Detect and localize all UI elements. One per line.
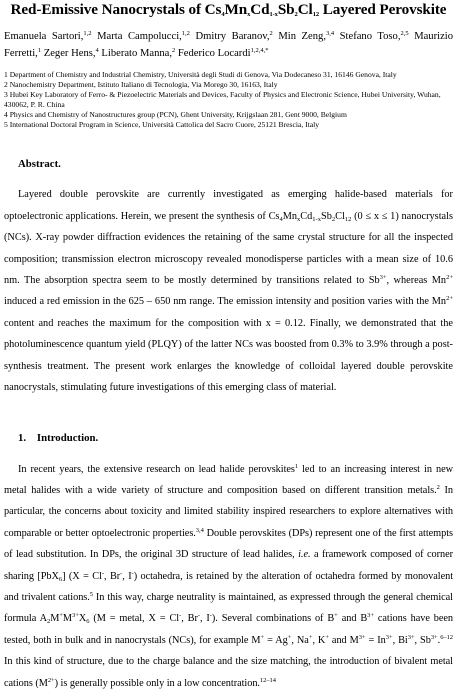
affiliation: 5 International Doctoral Program in Science, Università Cattolica del Sacro Cuore, 25121 Brescia, Italy bbox=[4, 119, 320, 129]
affiliation-list bbox=[4, 70, 453, 129]
paper-title: Red-Emissive Nanocrystals of $Cs_4Mn_xCd_{1-x}Sb_2Cl_{12}$ Layered Perovskite bbox=[10, 1, 447, 18]
author: Marta Campolucci,$^{1,2}$ bbox=[91, 30, 190, 42]
affiliation: 2 Nanochemistry Department, Istituto Italiano di Tecnologia, Via Morego 30, 16163, Italy bbox=[4, 79, 278, 89]
abstract-heading: Abstract. bbox=[18, 158, 61, 171]
author: Dmitry Baranov,$^2$ bbox=[189, 30, 273, 42]
author: Liberato Manna,$^2$ bbox=[98, 47, 176, 59]
author: Federico Locardi$^{1,2,4,*}$ bbox=[175, 47, 269, 59]
author: Emanuela Sartori,$^{1,2}$ bbox=[4, 30, 92, 42]
affiliation: 4 Physics and Chemistry of Nanostructures group (PCN), Ghent University, Krijgslaan 281, Gent 9000, Belgium bbox=[4, 109, 347, 119]
introduction-text: In recent years, the extensive research on lead halide perovskites$^1$ led to an increasing interest in new metal halides with a wide variety of structure and composition based on different transition metals.$^2$ In particular, the concerns about toxicity and limited stability inspired researchers to explore alternatives with comparable or better optoelectronic properties.$^{3,4}$ Double perovskites (DPs) represent one of the first attempts of lead substitution. In DPs, the original 3D structure of lead halides, i.e. a framework composed of corner sharing [PbX$_6$] (X = Cl-, Br-, I-) octahedra, is retained by the alteration of octahedra formed by monovalent and trivalent cations.$^5$ In this way, charge neutrality is maintained, as expressed through the general chemical formula $A_2M^+M^{3+}X_6$ (M = metal, X = Cl-, Br-, I-). Several combinations of B+ and $B^{3+}$ cations have been tested, both in bulk and in nanocrystals (NCs), for example M+ = Ag+, Na+, K+ and $M^{3+} = In^{3+}$, $Bi^{3+}$, $Sb^{3+}.^{6-12}$ In this kind of structure, due to the charge balance and the size matching, the introduction of bivalent metal cations $(M^{2+})$ is generally possible only in a low concentration.$^{12-14}$ bbox=[4, 462, 454, 689]
author: Min Zeng,$^{3,4}$ bbox=[272, 30, 335, 42]
author: Stefano Toso,$^{2,5}$ bbox=[334, 30, 409, 42]
author: Zeger Hens,$^4$ bbox=[41, 47, 99, 59]
abstract-text: Layered double perovskite are currently investigated as emerging halide-based materials for optoelectronic applications. Herein, we present the synthesis of $Cs_4Mn_xCd_{1-x}Sb_2Cl_{12}$ (0 ≤ x ≤ 1) nanocrystals (NCs). X-ray powder diffraction evidences the retaining of the same crystal structure for all the inspected composition; transmission electron microscopy revealed monodisperse particles with a mean size of 10.6 nm. The absorption spectra seem to be mostly determined by transitions related to $Sb^{3+}$, whereas $Mn^{2+}$ induced a red emission in the 625 – 650 nm range. The emission intensity and position varies with the $Mn^{2+}$ content and reaches the maximum for the composition with x = 0.12. Finally, we demonstrated that the photoluminescence quantum yield (PLQY) of the latter NCs was boosted from 0.3% to 3.9% through a post-synthesis treatment. The present work enlarges the knowledge of colloidal layered double perovskite nanocrystals, stimulating future investigations of this emerging class of material. bbox=[4, 189, 453, 394]
affiliation: 3 Hubei Key Laboratory of Ferro- & Piezoelectric Materials and Devices, Faculty of Physics and Electronic Science, Hubei University, Wuhan, 430062, P. R. China bbox=[4, 89, 441, 109]
author-list bbox=[4, 28, 453, 62]
affiliation: 1 Department of Chemistry and Industrial Chemistry, Università degli Studi di Genova, Via Dodecaneso 31, 16146 Genova, Italy bbox=[4, 70, 397, 79]
introduction-heading: 1. Introduction. bbox=[18, 431, 99, 444]
author: Maurizio Ferretti,$^1$ bbox=[4, 31, 454, 59]
